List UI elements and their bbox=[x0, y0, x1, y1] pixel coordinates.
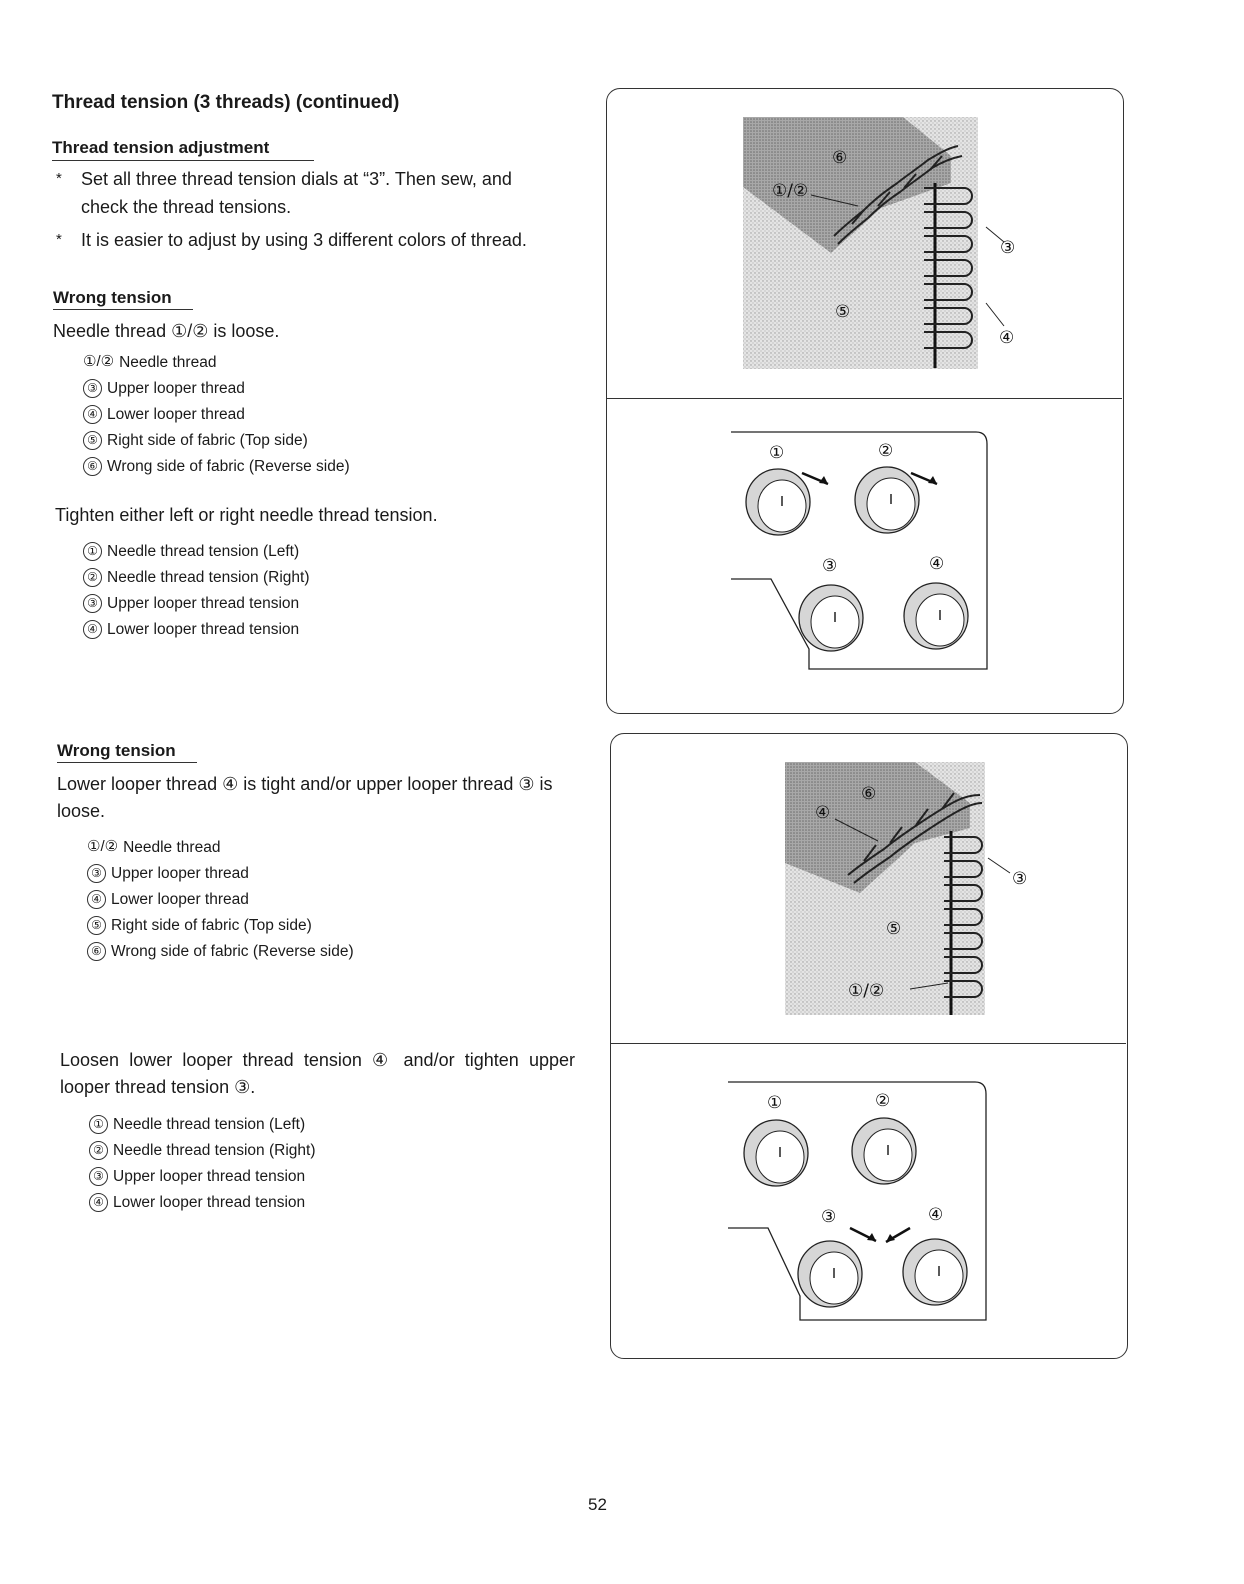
heading-underline bbox=[52, 160, 314, 161]
tension-dial-left bbox=[744, 1120, 808, 1186]
bullet-item bbox=[56, 226, 541, 254]
legend-item: ① Needle thread tension (Left) bbox=[89, 1112, 315, 1138]
bullet-marker: * bbox=[56, 170, 62, 187]
callout-6: ⑥ bbox=[832, 148, 848, 168]
legend-item: ④ Lower looper thread bbox=[87, 887, 354, 913]
callout-6: ⑥ bbox=[861, 784, 877, 804]
tension-dial-left bbox=[746, 469, 810, 535]
legend-item: ④ Lower looper thread tension bbox=[89, 1190, 315, 1216]
dial-label-1: ① bbox=[767, 1093, 783, 1113]
legend-item: ② Needle thread tension (Right) bbox=[89, 1138, 315, 1164]
heading-underline bbox=[53, 309, 193, 310]
dial-label-2: ② bbox=[878, 441, 894, 461]
callout-1-2: ①/② bbox=[772, 181, 809, 201]
dial-legend bbox=[89, 1112, 315, 1216]
bullet-marker: * bbox=[56, 231, 62, 248]
legend-item: ③ Upper looper thread bbox=[83, 376, 350, 402]
stitch-illustration-1 bbox=[606, 88, 1126, 398]
bullet-item bbox=[56, 165, 541, 221]
dial-label-4: ④ bbox=[929, 554, 945, 574]
dial-illustration-1 bbox=[606, 399, 1126, 709]
legend-item: ⑥ Wrong side of fabric (Reverse side) bbox=[83, 454, 350, 480]
turn-arrow-icon bbox=[850, 1228, 876, 1241]
page-title: Thread tension (3 threads) (continued) bbox=[52, 92, 400, 113]
legend-item: ③ Upper looper thread tension bbox=[83, 591, 309, 617]
dial-label-3: ③ bbox=[822, 556, 838, 576]
dial-label-1: ① bbox=[769, 443, 785, 463]
tension-dial-lower-looper bbox=[904, 583, 968, 649]
legend-item: ⑤ Right side of fabric (Top side) bbox=[83, 428, 350, 454]
page-number: 52 bbox=[588, 1495, 607, 1514]
turn-arrow-icon bbox=[886, 1228, 910, 1242]
dial-label-2: ② bbox=[875, 1091, 891, 1111]
legend-item: ③ Upper looper thread bbox=[87, 861, 354, 887]
instruction: Loosen lower looper thread tension ④ and/or tighten upper looper thread tension ③. bbox=[60, 1050, 575, 1097]
dial-label-4: ④ bbox=[928, 1205, 944, 1225]
callout-5: ⑤ bbox=[835, 302, 851, 322]
legend-item: ⑤ Right side of fabric (Top side) bbox=[87, 913, 354, 939]
section-heading-wrong-tension: Wrong tension bbox=[53, 288, 172, 307]
heading-underline bbox=[57, 762, 197, 763]
turn-arrow-icon bbox=[802, 473, 828, 484]
tension-dial-lower-looper bbox=[903, 1239, 967, 1305]
thread-legend bbox=[87, 835, 354, 965]
callout-5: ⑤ bbox=[886, 919, 902, 939]
bullet-text: Set all three thread tension dials at “3”. Then sew, and check the thread tensions. bbox=[81, 169, 512, 217]
dial-label-3: ③ bbox=[821, 1207, 837, 1227]
legend-item: ①/② Needle thread bbox=[87, 838, 221, 856]
tension-dial-right bbox=[852, 1118, 916, 1184]
thread-legend bbox=[83, 350, 350, 480]
section-heading-adjustment: Thread tension adjustment bbox=[52, 138, 270, 157]
turn-arrow-icon bbox=[911, 473, 937, 484]
legend-item: ①/② Needle thread bbox=[83, 353, 217, 371]
callout-4: ④ bbox=[999, 328, 1015, 348]
legend-item: ④ Lower looper thread bbox=[83, 402, 350, 428]
legend-item: ② Needle thread tension (Right) bbox=[83, 565, 309, 591]
dial-illustration-2 bbox=[610, 1044, 1130, 1354]
callout-4: ④ bbox=[815, 803, 831, 823]
legend-item: ① Needle thread tension (Left) bbox=[83, 539, 309, 565]
bullet-text: It is easier to adjust by using 3 different colors of thread. bbox=[81, 230, 527, 250]
callout-1-2: ①/② bbox=[848, 981, 885, 1001]
tension-dial-upper-looper bbox=[798, 1241, 862, 1307]
legend-item: ④ Lower looper thread tension bbox=[83, 617, 309, 643]
tension-dial-right bbox=[855, 467, 919, 533]
callout-3: ③ bbox=[1000, 238, 1016, 258]
tension-dial-upper-looper bbox=[799, 585, 863, 651]
problem-description: Lower looper thread ④ is tight and/or upper looper thread ③ is loose. bbox=[57, 774, 553, 821]
callout-3: ③ bbox=[1012, 869, 1028, 889]
stitch-illustration-2 bbox=[610, 733, 1130, 1043]
section-heading-wrong-tension: Wrong tension bbox=[57, 741, 176, 760]
legend-item: ⑥ Wrong side of fabric (Reverse side) bbox=[87, 939, 354, 965]
legend-item: ③ Upper looper thread tension bbox=[89, 1164, 315, 1190]
dial-legend bbox=[83, 539, 309, 643]
problem-description: Needle thread ①/② is loose. bbox=[53, 321, 280, 341]
instruction: Tighten either left or right needle thread tension. bbox=[55, 505, 438, 525]
